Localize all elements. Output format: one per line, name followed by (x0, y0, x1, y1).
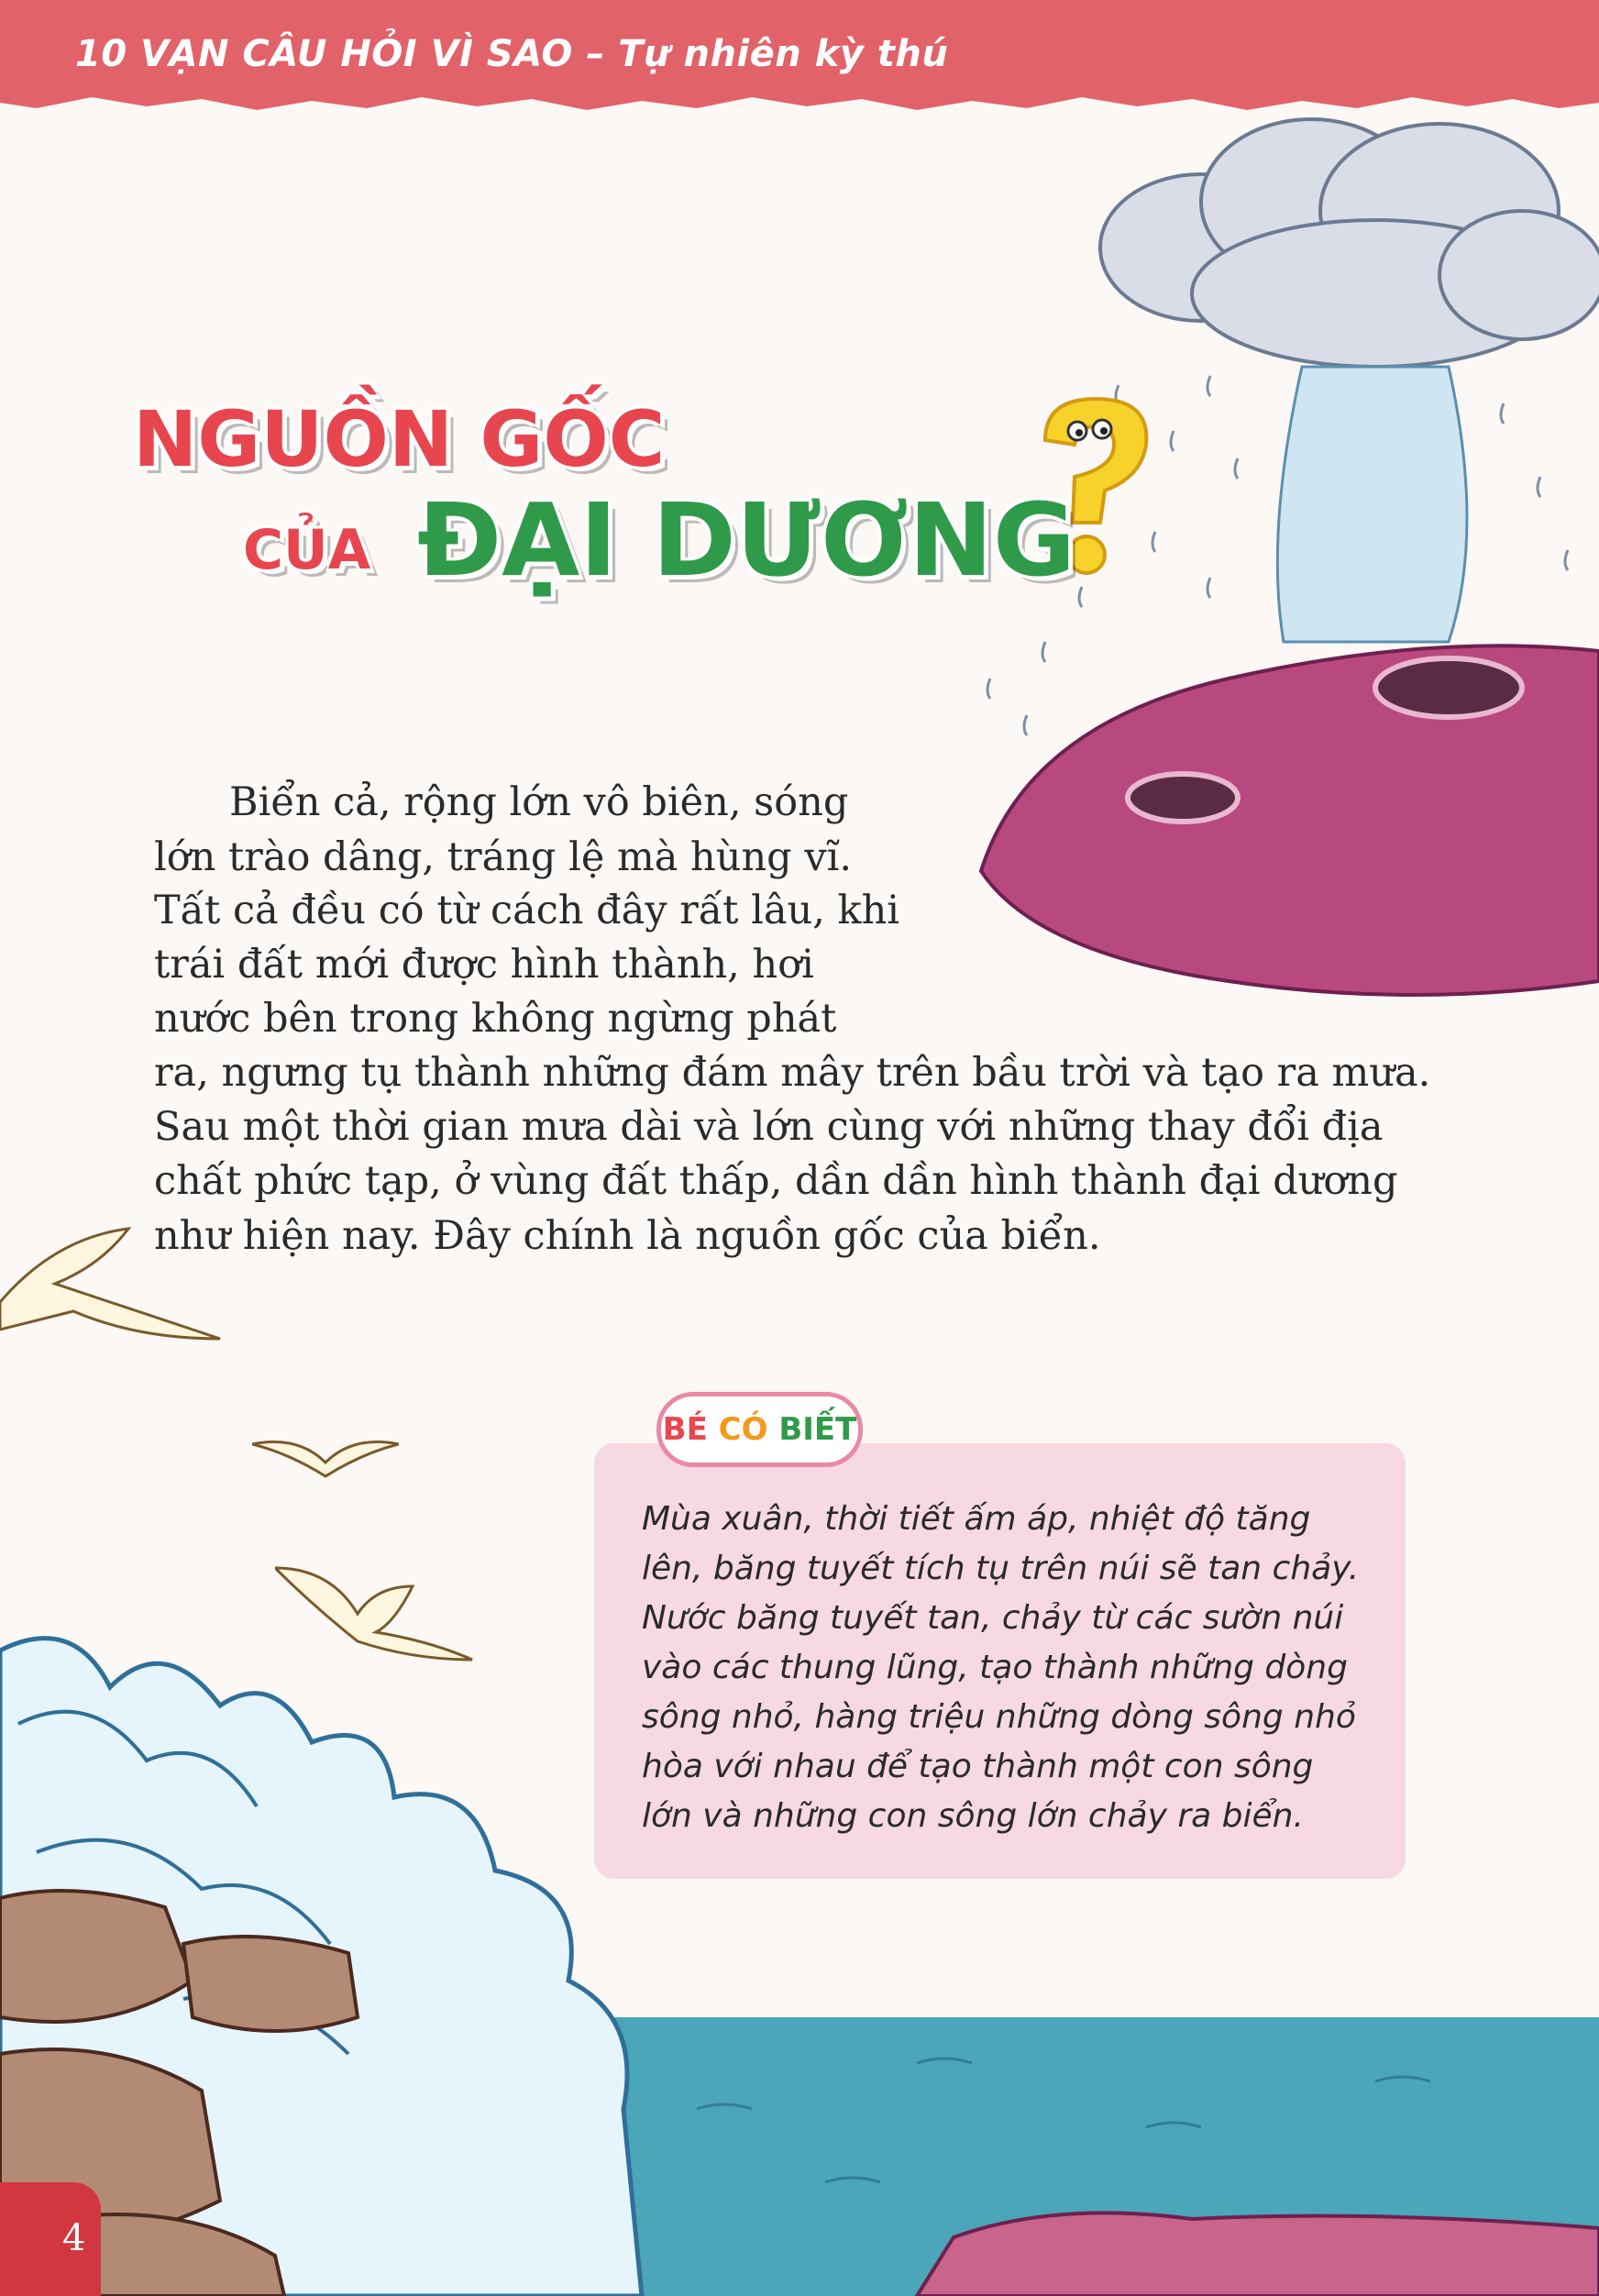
title-line-2: ĐẠI DƯƠNG (417, 481, 1076, 599)
fun-fact-line: Mùa xuân, thời tiết ấm áp, nhiệt độ tăng (642, 1500, 1311, 1538)
body-line: trái đất mới được hình thành, hơi (154, 942, 814, 988)
page-number: 4 (62, 2217, 86, 2259)
fun-fact-line: lớn và những con sông lớn chảy ra biển. (642, 1797, 1304, 1835)
fun-fact-line: hòa với nhau để tạo thành một con sông (642, 1748, 1314, 1785)
wave-icon (0, 1504, 697, 2296)
badge-word-biet: BIẾT (778, 1411, 857, 1448)
body-line: lớn trào dâng, tráng lệ mà hùng vĩ. (154, 834, 853, 880)
fun-fact-badge (656, 1392, 863, 1467)
body-line: Sau một thời gian mưa dài và lớn cùng với những thay đổi địa (154, 1104, 1384, 1150)
body-line: Tất cả đều có từ cách đây rất lâu, khi (154, 888, 900, 933)
page-number-tab (0, 2182, 101, 2296)
body-line: ra, ngưng tụ thành những đám mây trên bầu trời và tạo ra mưa. (154, 1050, 1431, 1096)
badge-word-be: BÉ (662, 1411, 708, 1448)
body-line: như hiện nay. Đây chính là nguồn gốc của biển. (154, 1213, 1101, 1259)
title-small-word: CỦA (243, 518, 371, 582)
body-line: nước bên trong không ngừng phát (154, 996, 837, 1042)
fun-fact-line: sông nhỏ, hàng triệu những dòng sông nhỏ (642, 1698, 1356, 1736)
seagull-icon (252, 1426, 399, 1490)
title-line-1: NGUỒN GỐC (133, 394, 666, 484)
header-title: 10 VẠN CÂU HỎI VÌ SAO – Tự nhiên kỳ thú (75, 33, 949, 75)
rock-island-icon (954, 596, 1599, 999)
seagull-icon (0, 1201, 238, 1357)
badge-word-co: CÓ (718, 1411, 768, 1448)
fun-fact-line: Nước băng tuyết tan, chảy từ các sườn núi (642, 1599, 1344, 1637)
fun-fact-line: lên, băng tuyết tích tụ trên núi sẽ tan chảy. (642, 1550, 1360, 1587)
fun-fact-line: vào các thung lũng, tạo thành những dòng (642, 1649, 1348, 1686)
body-line: Biển cả, rộng lớn vô biên, sóng (229, 779, 849, 825)
body-line: chất phức tạp, ở vùng đất thấp, dần dần hình thành đại dương (154, 1158, 1398, 1204)
